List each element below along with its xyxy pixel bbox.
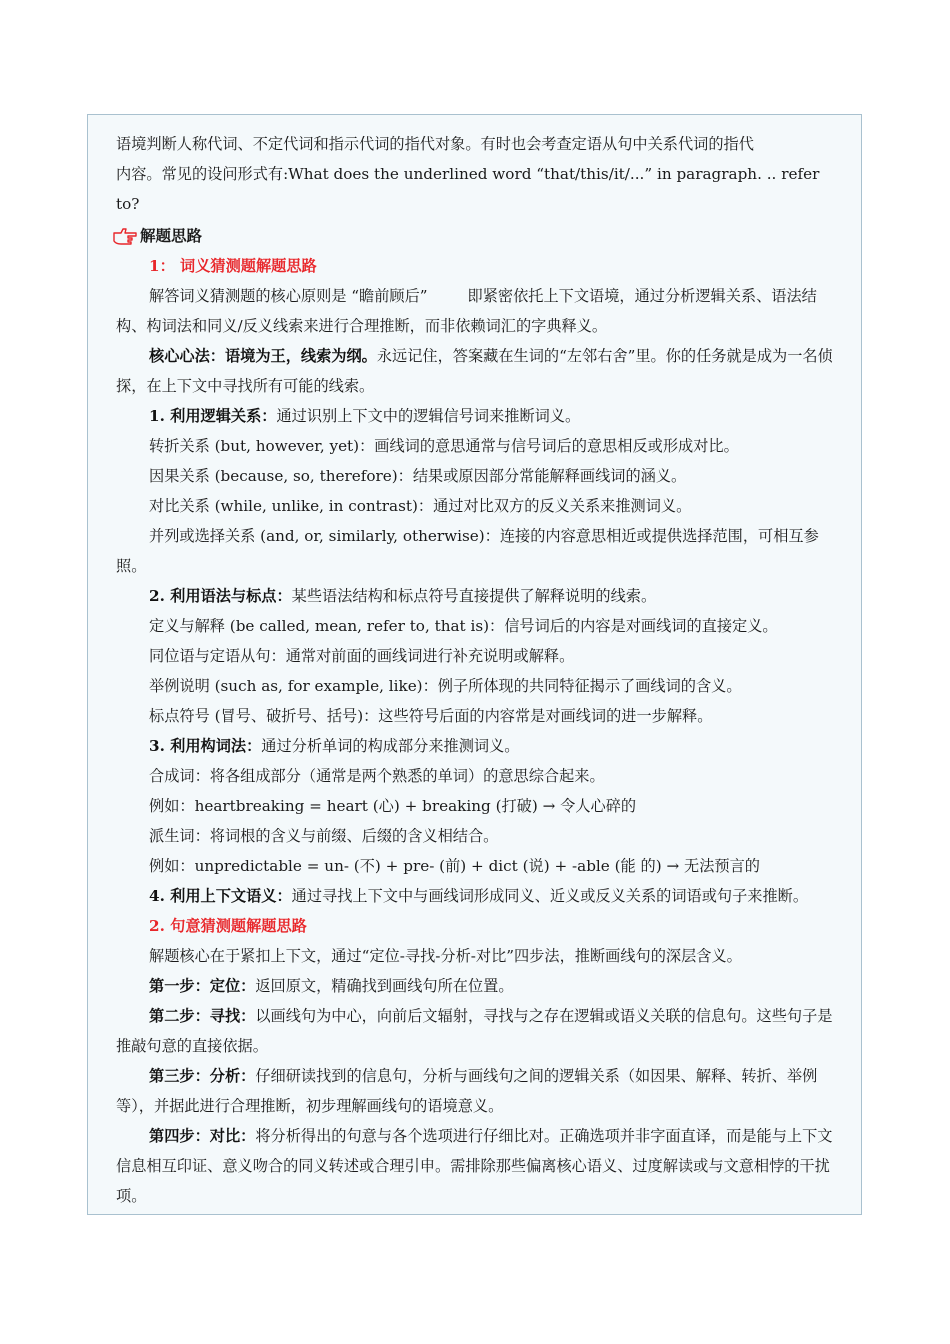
list-item: 例如：heartbreaking = heart (心) + breaking (打破) → 令人心碎的 <box>149 797 637 815</box>
list-item: 标点符号 (冒号、破折号、括号)：这些符号后面的内容常是对画线词的进一步解释。 <box>149 707 713 725</box>
pointing-hand-icon <box>112 226 138 246</box>
list-item: 举例说明 (such as, for example, like)：例子所体现的共同特征揭示了画线词的含义。 <box>149 677 742 695</box>
intro-line-1: 语境判断人称代词、不定代词和指示代词的指代对象。有时也会考查定语从句中关系代词的指代 <box>116 135 754 153</box>
part2-intro: 解题核心在于紧扣上下文，通过“定位-寻找-分析-对比”四步法，推断画线句的深层含义。 <box>149 947 742 965</box>
strategy-4-paragraph: 4. 利用上下文语义：通过寻找上下文中与画线词形成同义、近义或反义关系的词语或句子来推断。 <box>149 887 809 905</box>
strategy-3-heading: 3. 利用构词法：通过分析单词的构成部分来推测词义。 <box>149 737 520 755</box>
list-item: 对比关系 (while, unlike, in contrast)：通过对比双方的反义关系来推测词义。 <box>149 497 692 515</box>
list-item: 例如：unpredictable = un- (不) + pre- (前) + dict (说) + -able (能 的) → 无法预言的 <box>149 857 760 875</box>
list-item: 同位语与定语从句：通常对前面的画线词进行补充说明或解释。 <box>149 647 575 665</box>
step-4: 第四步：对比：将分析得出的句意与各个选项进行仔细比对。正确选项并非字面直译，而是能与上下文信息相互印证、意义吻合的同义转述或合理引申。需排除那些偏离核心语义、过度解读或与文意相悖的干扰项。 <box>116 1127 833 1205</box>
list-item: 派生词：将词根的含义与前缀、后缀的含义相结合。 <box>149 827 499 845</box>
step-3: 第三步：分析：仔细研读找到的信息句，分析与画线句之间的逻辑关系（如因果、解释、转折、举例等），并据此进行合理推断，初步理解画线句的语境意义。 <box>116 1067 818 1115</box>
strategy-1-heading: 1. 利用逻辑关系：通过识别上下文中的逻辑信号词来推断词义。 <box>149 407 581 425</box>
part2-title: 2. 句意猜测题解题思路 <box>149 917 307 935</box>
section-title: 解题思路 <box>140 227 203 245</box>
step-1: 第一步：定位：返回原文，精确找到画线句所在位置。 <box>149 977 514 995</box>
strategy-2-heading: 2. 利用语法与标点：某些语法结构和标点符号直接提供了解释说明的线索。 <box>149 587 657 605</box>
part1-paragraph: 解答词义猜测题的核心原则是 “瞻前顾后” 即紧密依托上下文语境，通过分析逻辑关系、语法结构、构词法和同义/反义线索来进行合理推断，而非依赖词汇的字典释义。 <box>116 287 817 335</box>
list-item: 并列或选择关系 (and, or, similarly, otherwise)：连接的内容意思相近或提供选择范围，可相互参照。 <box>116 527 819 575</box>
list-item: 合成词：将各组成部分（通常是两个熟悉的单词）的意思综合起来。 <box>149 767 605 785</box>
section-heading <box>116 221 833 251</box>
content-box <box>87 114 862 1215</box>
list-item: 定义与解释 (be called, mean, refer to, that is)：信号词后的内容是对画线词的直接定义。 <box>149 617 778 635</box>
intro-line-2: 内容。常见的设问形式有:What does the underlined word “that/this/it/...” in paragraph. .. refer to? <box>116 165 820 213</box>
part1-title: 1： 词义猜测题解题思路 <box>149 257 317 275</box>
list-item: 转折关系 (but, however, yet)：画线词的意思通常与信号词后的意思相反或形成对比。 <box>149 437 739 455</box>
core-method-label: 核心心法：语境为王，线索为纲。 <box>149 347 377 365</box>
step-2: 第二步：寻找：以画线句为中心，向前后文辐射，寻找与之存在逻辑或语义关联的信息句。这些句子是推敲句意的直接依据。 <box>116 1007 833 1055</box>
core-method-paragraph: 核心心法：语境为王，线索为纲。永远记住，答案藏在生词的“左邻右舍”里。你的任务就是成为一名侦探，在上下文中寻找所有可能的线索。 <box>116 347 833 395</box>
list-item: 因果关系 (because, so, therefore)：结果或原因部分常能解释画线词的涵义。 <box>149 467 687 485</box>
